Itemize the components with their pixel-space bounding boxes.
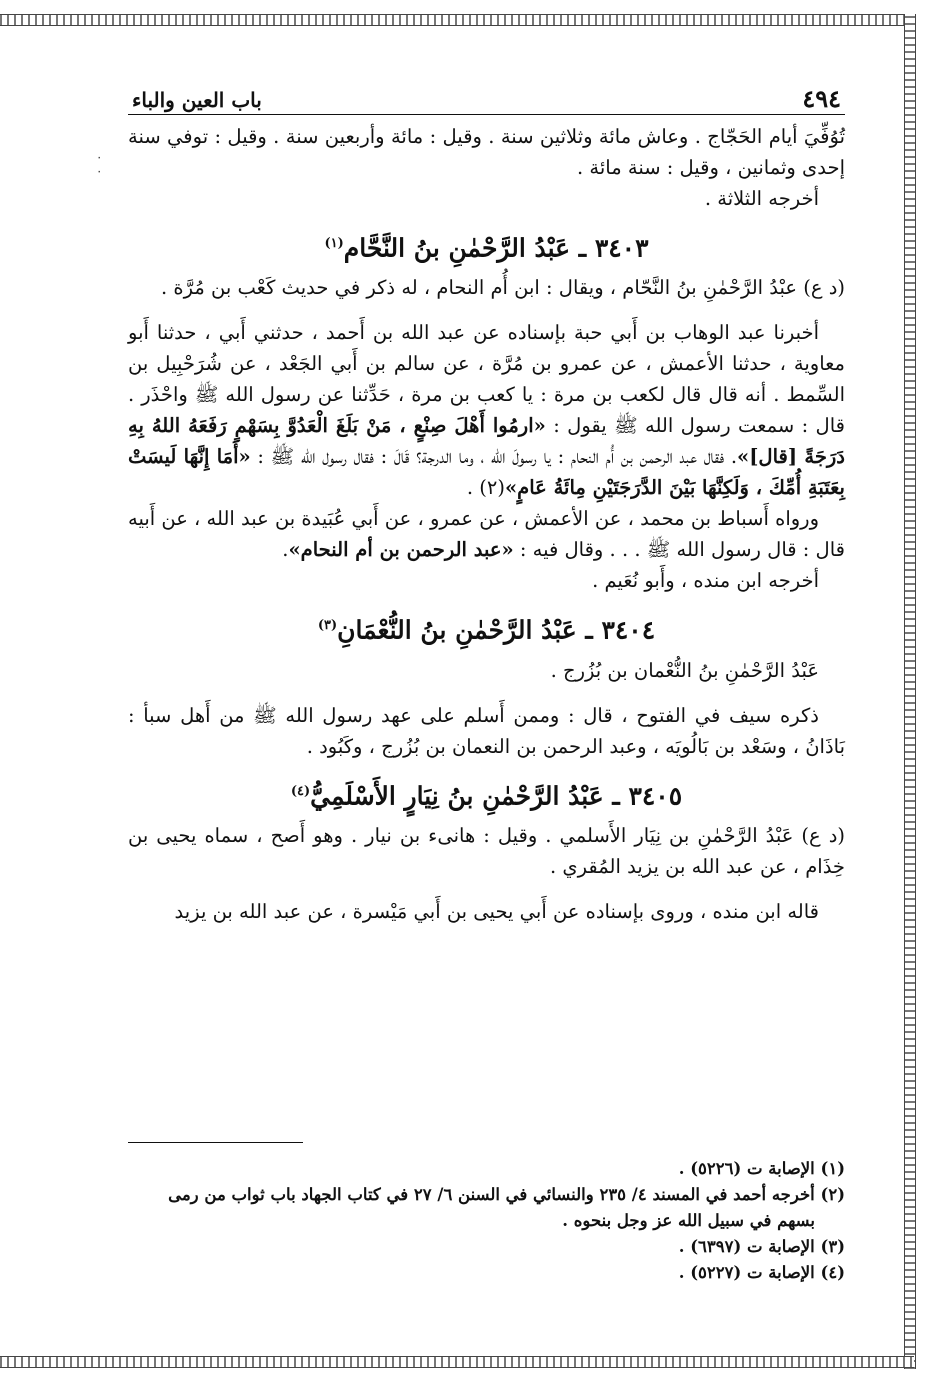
- page-number: ٤٩٤: [802, 84, 841, 113]
- decorative-border-top: [0, 14, 912, 26]
- entry-3403-attribution: أخرجه ابن منده ، وأَبو نُعَيم .: [592, 569, 819, 593]
- footnote-4: (٤) الإصابة ت (٥٢٢٧) .: [678, 1263, 845, 1282]
- entry-3403-para-3c: .: [282, 538, 289, 562]
- entry-3403-title: [128, 226, 845, 266]
- entry-3405-title: [128, 774, 845, 814]
- entry-3403-para-1: (د ع) عبْدُ الرَّحْمٰنِ بنُ النَّحّام ، ويقال : ابن أُم النحام ، له ذكر في حديث كَعْب بن مُرَّة .: [161, 276, 845, 300]
- entry-3404-title-text: ٣٤٠٤ ـ عَبْدُ الرَّحْمٰنِ بنُ النُّعْمَانِ: [337, 615, 656, 645]
- entry-3403-para-2a: أخبرنا عبد الوهاب بن أَبي حبة بإسناده عن عبد الله بن أَحمد ، حدثني أَبي ، حدثنا أَبو معاوية ، حدثنا الأعمش ، عن عمرو بن مُرَّة ، عن سالم بن أَبي الجَعْد ، عن شُرَحْبِيل بن السِّمط . أنه قال قال لكعب بن مرة : يا كعب بن مرة ، حَدِّثنا عن رسول الله ﷺ واحْذَر . قال : سمعت رسول الله ﷺ يقول :: [128, 321, 846, 438]
- entry-3403-title-text: ٣٤٠٣ ـ عَبْدُ الرَّحْمٰنِ بنُ النَّحَّام: [343, 233, 649, 263]
- entry-3403-ref: (١): [324, 236, 344, 251]
- entry-3405-ref: (٤): [290, 783, 311, 799]
- hadith-quote-3: «عبد الرحمن بن أم النحام»: [288, 538, 514, 562]
- entry-3405-title-text: ٣٤٠٥ ـ عَبْدُ الرَّحْمٰنِ بنُ نِيَارٍ الأَسْلَمِيُّ: [310, 780, 683, 810]
- margin-mark: ٠ ٠: [96, 150, 103, 178]
- footnote-2: (٢) أخرجه أحمد في المسند ٤/ ٢٣٥ والنسائي في السنن ٦/ ٢٧ في كتاب الجهاد باب ثواب من رمى: [168, 1185, 845, 1204]
- entry-3405-para-1: (د ع) عَبْدُ الرَّحْمٰنِ بن نِيَار الأَسلمي . وقيل : هانىء بن نيار . وهو أَصح ، سماه يحيى بن خِذَام ، عن عبد الله بن يزيد المُقري .: [128, 823, 845, 878]
- footnote-1: (١) الإصابة ت (٥٢٢٦) .: [678, 1159, 845, 1178]
- intro-paragraph: تُوُفِّيَ أيام الحَجّاج . وعاش مائة وثلاثين سنة . وقيل : مائة وأربعين سنة . وقيل : توفي سنة إحدى وثمانين ، وقيل : سنة مائة .: [128, 125, 845, 179]
- entry-3405-para-2: قاله ابن منده ، وروى بإسناده عن أَبي يحيى بن أَبي مَيْسرة ، عن عبد الله بن يزيد: [174, 899, 819, 923]
- footnote-ref-2: (٢) .: [466, 476, 505, 500]
- intro-attribution: أخرجه الثلاثة .: [704, 187, 819, 210]
- entry-3404-ref: (٣): [317, 618, 338, 634]
- footnotes: [128, 1156, 845, 1286]
- footnote-2-continued: بسهم في سبيل الله عز وجل بنحوه .: [562, 1211, 815, 1230]
- entry-3403-para-2: [128, 317, 845, 503]
- footnote-3: (٣) الإصابة ت (٦٣٩٧) .: [678, 1237, 845, 1256]
- entry-3403-para-3: [128, 503, 845, 565]
- footnote-separator: [128, 1142, 303, 1143]
- entry-3404-para-2: ذكره سيف في الفتوح ، قال : وممن أَسلم على عهد رسول الله ﷺ من أَهل سبأ : بَاذَانُ ، وسَعْد بن بَالُويَه ، وعبد الرحمن بن النعمان بن بُزُرج ، وكَبُود .: [128, 703, 845, 758]
- entry-3403-para-3a: ورواه أَسباط بن محمد ، عن الأعمش ، عن عمرو ، عن أَبي عُبَيدة بن عبد الله ، عن أَبيه قال : قال رسول الله ﷺ . . . وقال فيه :: [127, 507, 845, 562]
- running-head: باب العين والباء: [132, 88, 262, 112]
- entry-3404-para-1: عَبْدُ الرَّحْمٰنِ بنُ النُّعْمان بن بُزُرج .: [550, 658, 819, 682]
- decorative-border-right: [904, 14, 916, 1369]
- page-header: [128, 86, 845, 115]
- entry-3404-title: [128, 608, 845, 648]
- hadith-quote-2: «أَمَا إِنَّهَا لَيسَتْ بِعَتَبَةِ أُمِّكَ ، وَلَكِنَّهَا بَيْنَ الدَّرَجَتَيْنِ مِائَةُ عَامٍ»: [128, 445, 845, 500]
- hadith-quote-1: «ارمُوا أَهْلَ صِنْعٍ ، مَنْ بَلَغَ الْعَدُوَّ بِسَهْمٍ رَفَعَهُ اللهُ بِهِ دَرَجَةً [قال]»: [128, 414, 845, 469]
- entry-3403-para-2c: . فقال عبد الرحمن بن أُم النحام : يا رسولَ الله ، وما الدرجة؟ قَالَ : فقال رسول الله ﷺ :: [257, 445, 738, 469]
- book-page: [128, 86, 845, 1346]
- decorative-border-bottom: [0, 1356, 914, 1368]
